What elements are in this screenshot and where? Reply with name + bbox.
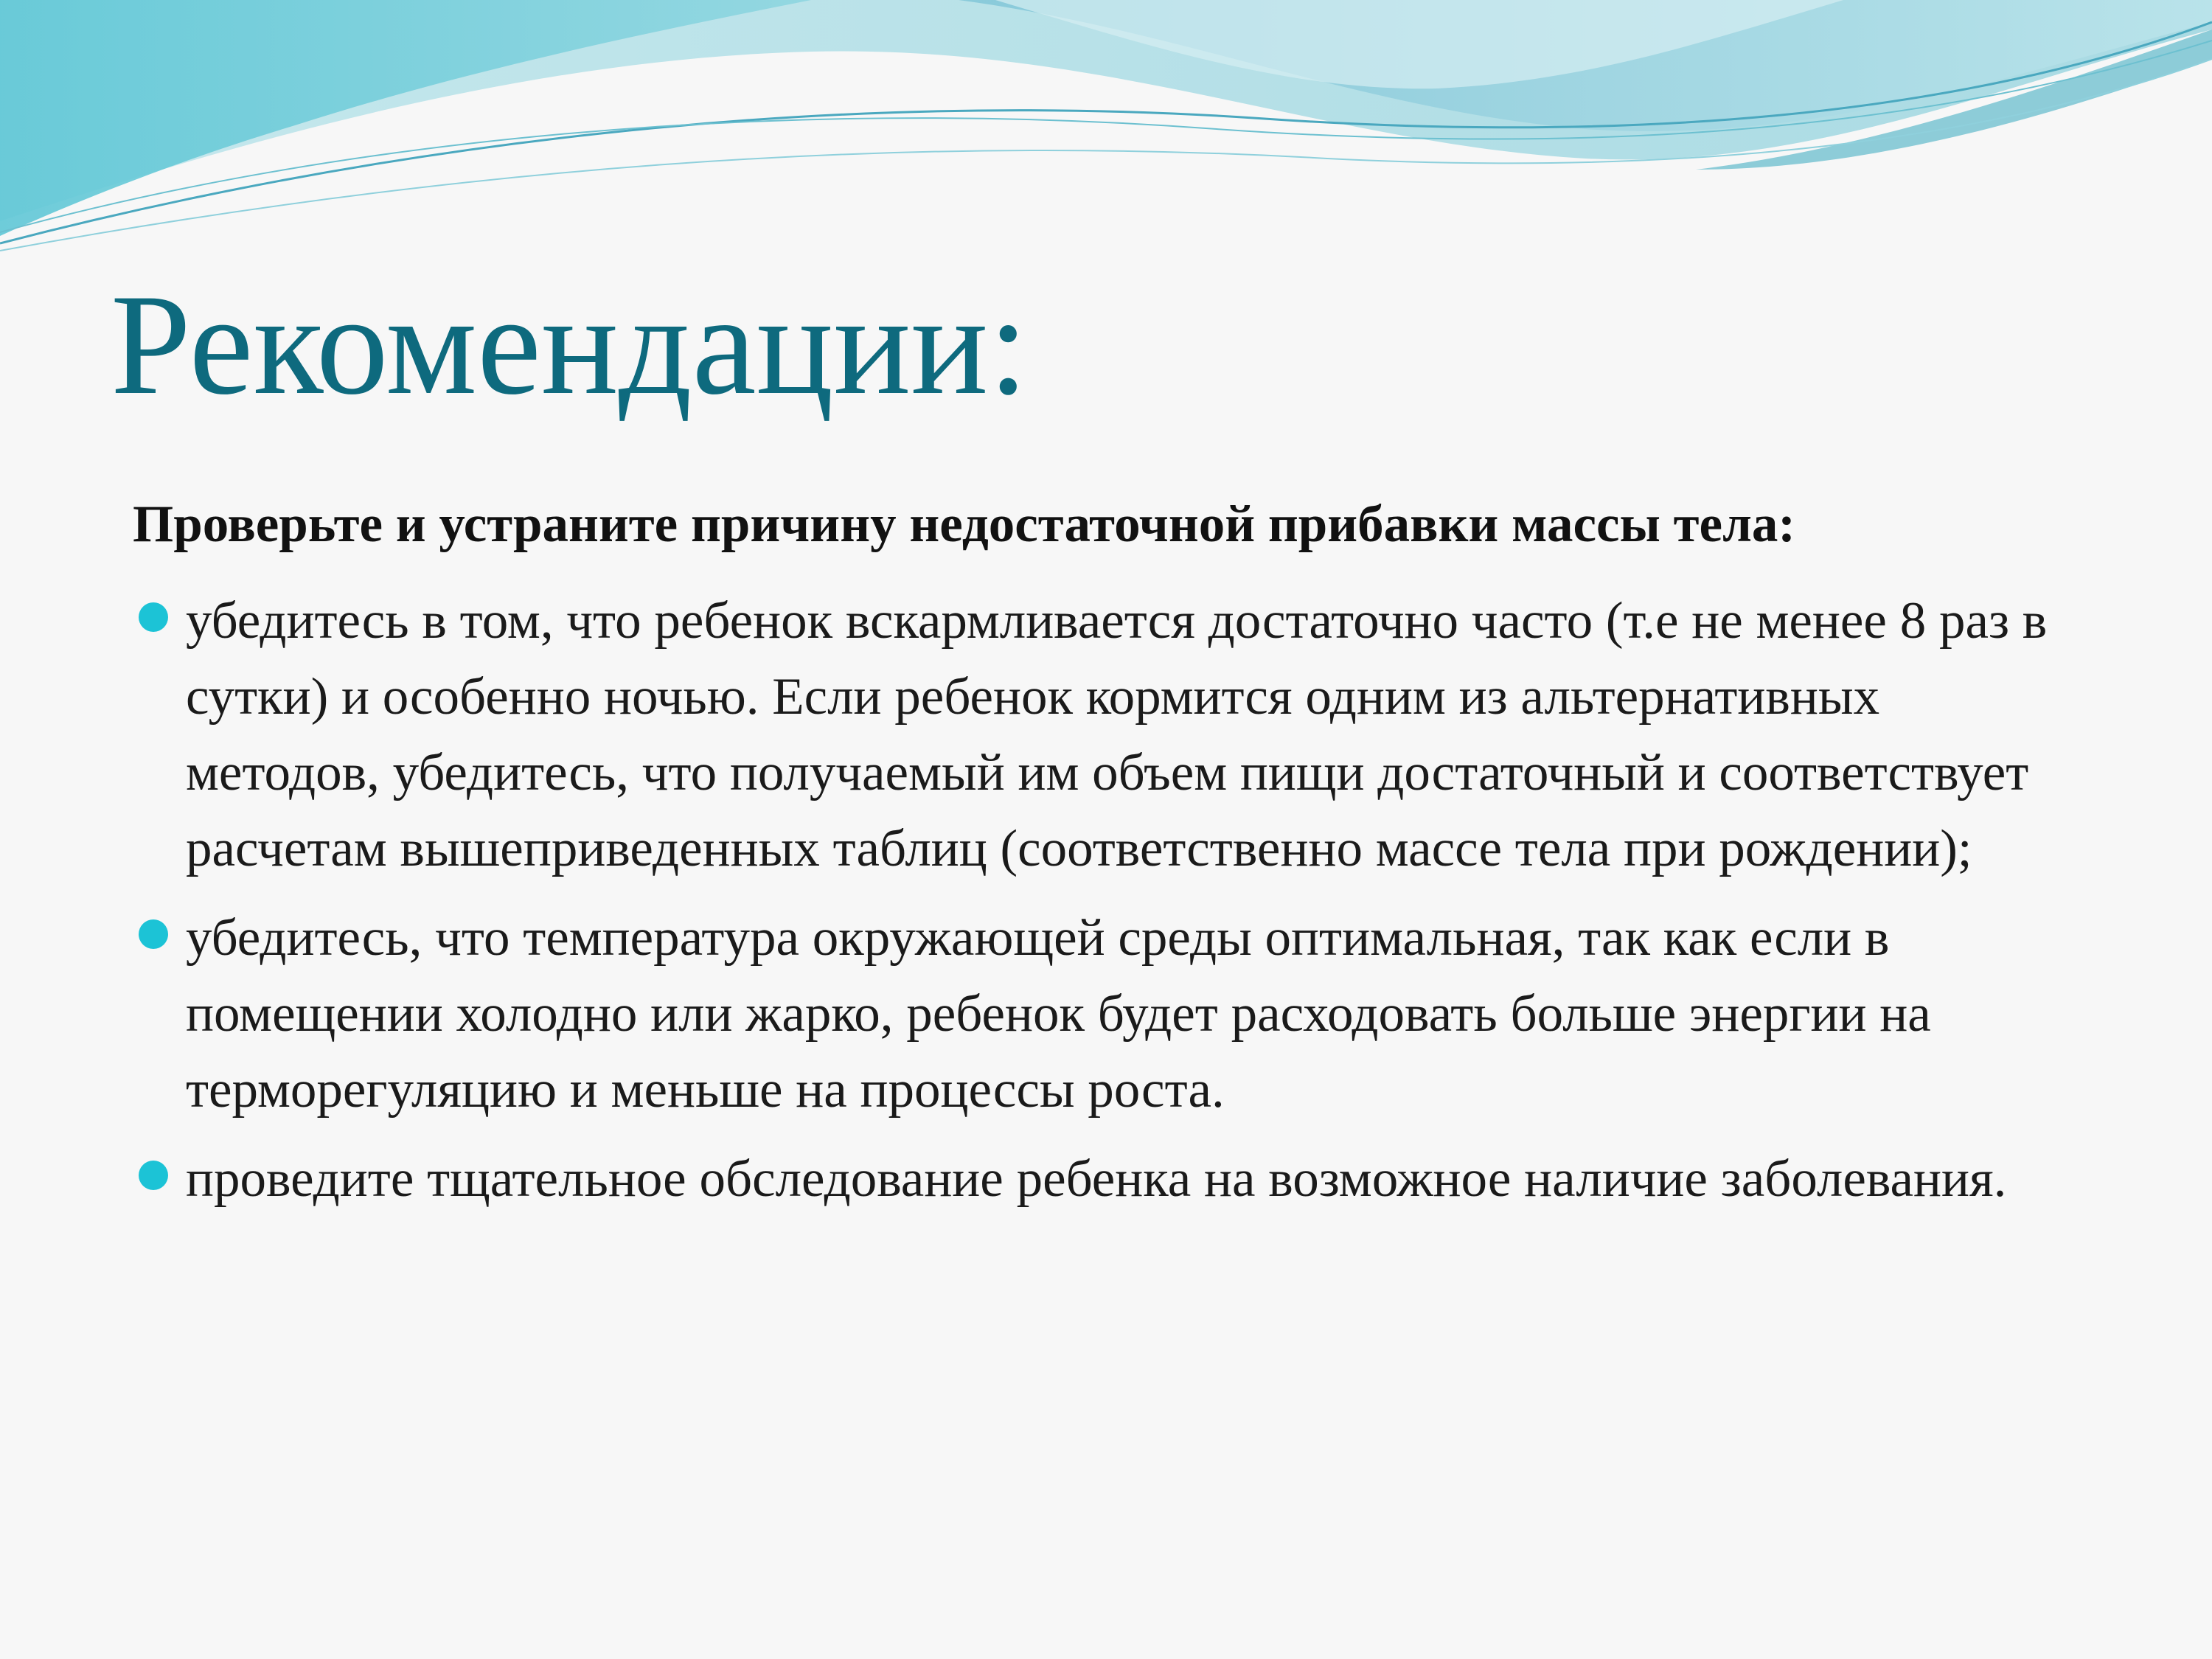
bullet-dot-icon xyxy=(139,602,168,632)
decorative-wave-header xyxy=(0,0,2212,265)
bullet-text: убедитесь, что температура окружающей среды оптимальная, так как если в помещении холодно или жарко, ребенок будет расходовать больше энергии на терморегуляцию и меньше на процессы роста. xyxy=(186,909,1931,1119)
intro-text: Проверьте и устраните причину недостаточной прибавки массы тела: xyxy=(133,495,1796,553)
page-title: Рекомендации: xyxy=(111,265,1029,425)
bullet-dot-icon xyxy=(139,919,168,949)
bullet-text: убедитесь в том, что ребенок вскармливается достаточно часто (т.е не менее 8 раз в сутки) и особенно ночью. Если ребенок кормится одним из альтернативных методов, убедитесь, что получаемый им объем пищи достаточный и соответствует расчетам вышеприведенных таблиц (соответственно массе тела при рождении); xyxy=(186,592,2048,877)
list-item xyxy=(133,1141,2079,1217)
slide-body xyxy=(133,487,2079,1231)
list-item xyxy=(133,583,2079,887)
list-item xyxy=(133,900,2079,1128)
bullet-dot-icon xyxy=(139,1161,168,1190)
bullet-list xyxy=(133,583,2079,1217)
bullet-text: проведите тщательное обследование ребенка на возможное наличие заболевания. xyxy=(186,1150,2007,1208)
